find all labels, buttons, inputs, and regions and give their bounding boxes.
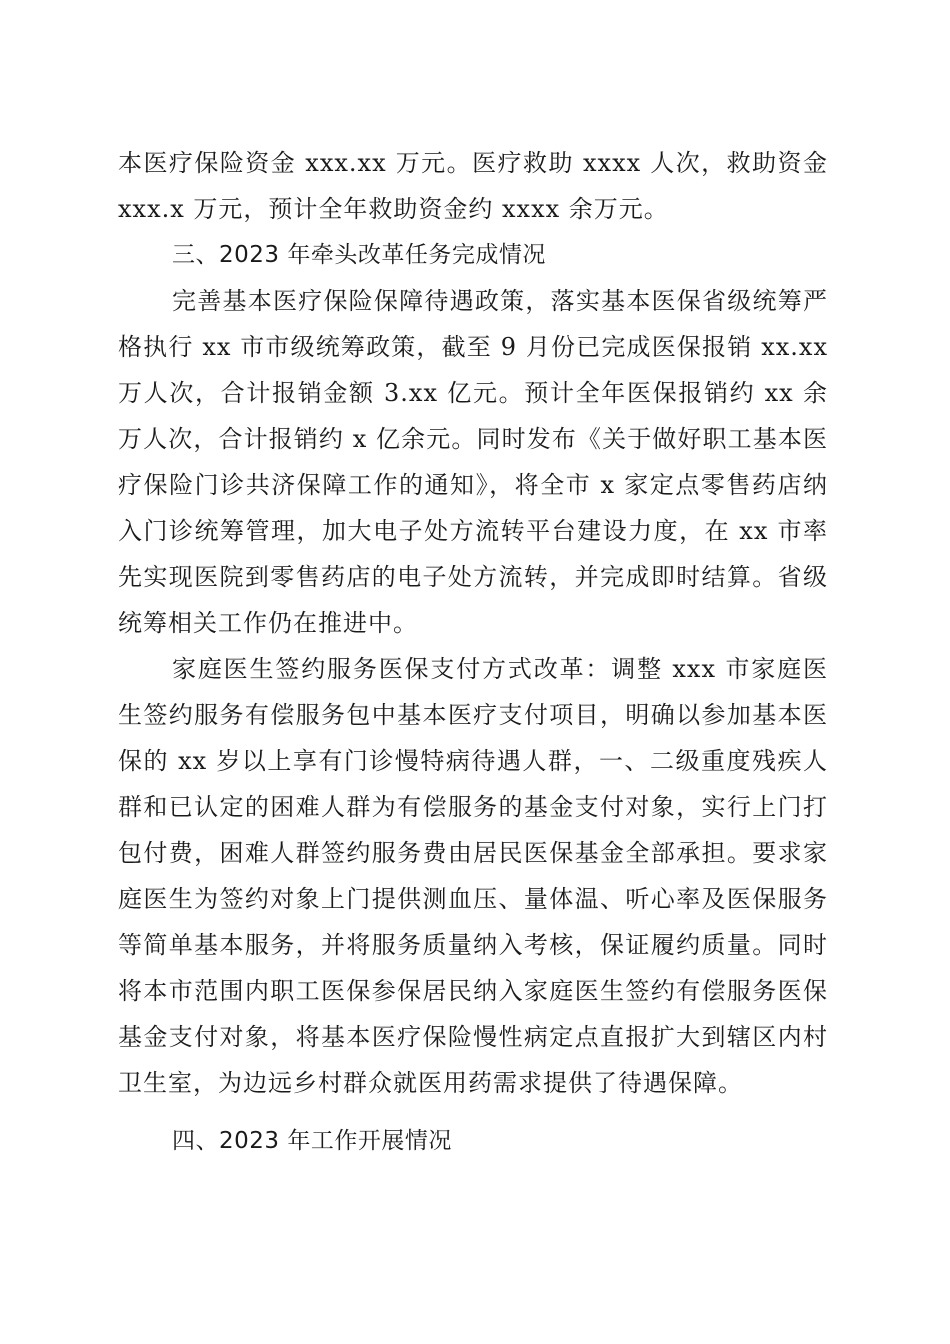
document-body [118, 140, 828, 1164]
basic-insurance-paragraph: 完善基本医疗保险保障待遇政策，落实基本医保省级统筹严格执行 xx 市市级统筹政策，截至 9 月份已完成医保报销 xx.xx 万人次，合计报销金额 3.xx 亿元。预计全年医保报销约 xx 余万人次，合计报销约 x 亿余元。同时发布《关于做好职工基本医疗保险门诊共济保障工作的通知》，将全市 x 家定点零售药店纳入门诊统筹管理，加大电子处方流转平台建设力度，在 xx 市率先实现医院到零售药店的电子处方流转，并完成即时结算。省级统筹相关工作仍在推进中。 [118, 287, 828, 637]
section-heading-four: 四、2023 年工作开展情况 [172, 1128, 452, 1154]
section-heading-three: 三、2023 年牵头改革任务完成情况 [172, 242, 546, 268]
family-doctor-paragraph: 家庭医生签约服务医保支付方式改革：调整 xxx 市家庭医生签约服务有偿服务包中基本医疗支付项目，明确以参加基本医保的 xx 岁以上享有门诊慢特病待遇人群，一、二级重度残疾人群和已认定的困难人群为有偿服务的基金支付对象，实行上门打包付费，困难人群签约服务费由居民医保基金全部承担。要求家庭医生为签约对象上门提供测血压、量体温、听心率及医保服务等简单基本服务，并将服务质量纳入考核，保证履约质量。同时将本市范围内职工医保参保居民纳入家庭医生签约有偿服务医保基金支付对象，将基本医疗保险慢性病定点直报扩大到辖区内村卫生室，为边远乡村群众就医用药需求提供了待遇保障。 [118, 655, 828, 1097]
continued-paragraph: 本医疗保险资金 xxx.xx 万元。医疗救助 xxxx 人次，救助资金 xxx.x 万元，预计全年救助资金约 xxxx 余万元。 [118, 149, 828, 223]
